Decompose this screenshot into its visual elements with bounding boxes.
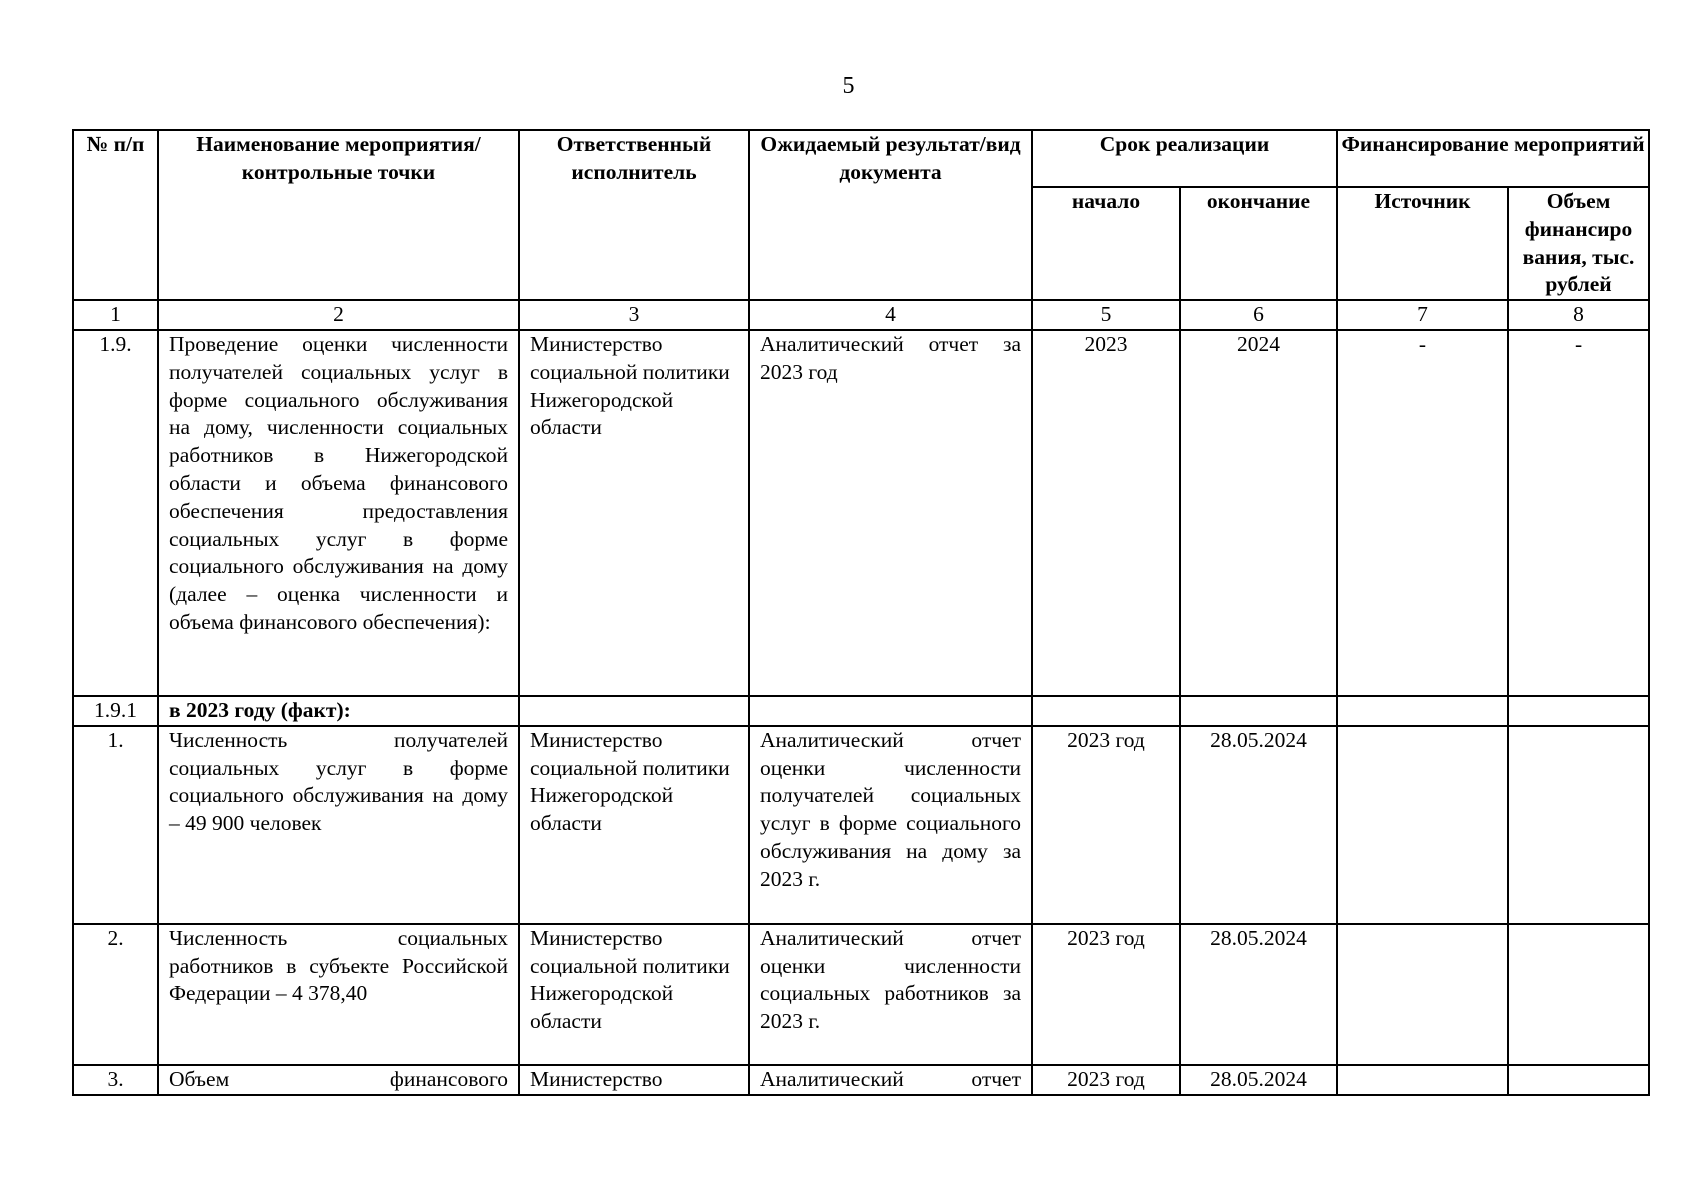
row-start: 2023 год (1032, 1065, 1180, 1095)
column-number-row (73, 300, 1649, 330)
table-row (73, 726, 1649, 924)
row-number: 2. (73, 924, 158, 1065)
column-number: 2 (158, 300, 519, 330)
row-result (749, 696, 1032, 726)
row-start: 2023 (1032, 330, 1180, 696)
header-source: Источник (1337, 187, 1508, 300)
row-result: Аналитический отчет за 2023 год (749, 330, 1032, 696)
row-start: 2023 год (1032, 924, 1180, 1065)
column-number: 1 (73, 300, 158, 330)
column-number: 5 (1032, 300, 1180, 330)
row-name: Численность получателей социальных услуг в форме социального обслуживания на дому – 49 900 человек (158, 726, 519, 924)
row-name: Численность социальных работников в субъекте Российской Федерации – 4 378,40 (158, 924, 519, 1065)
row-volume (1508, 924, 1649, 1065)
header-responsible: Ответственный исполнитель (519, 130, 749, 300)
column-number: 8 (1508, 300, 1649, 330)
row-name: Проведение оценки численности получателей социальных услуг в форме социального обслуживания на дому, численности социальных работников в Нижегородской области и объема финансового обеспечения предоставления социальных услуг в форме социального обслуживания на дому (далее – оценка численности и объема финансового обеспечения): (158, 330, 519, 696)
table-row (73, 330, 1649, 696)
header-name: Наименование мероприятия/ контрольные точки (158, 130, 519, 300)
row-end: 28.05.2024 (1180, 1065, 1337, 1095)
action-plan-table (72, 129, 1650, 1096)
column-number: 6 (1180, 300, 1337, 330)
row-end: 2024 (1180, 330, 1337, 696)
header-start: начало (1032, 187, 1180, 300)
row-number: 1.9.1 (73, 696, 158, 726)
row-start: 2023 год (1032, 726, 1180, 924)
row-end (1180, 696, 1337, 726)
header-end: окончание (1180, 187, 1337, 300)
row-start (1032, 696, 1180, 726)
row-volume (1508, 696, 1649, 726)
row-volume: - (1508, 330, 1649, 696)
table-row (73, 1065, 1649, 1095)
header-number: № п/п (73, 130, 158, 300)
table-row (73, 696, 1649, 726)
header-volume: Объем финансиро вания, тыс. рублей (1508, 187, 1649, 300)
row-result: Аналитический отчет оценки численности получателей социальных услуг в форме социального обслуживания на дому за 2023 г. (749, 726, 1032, 924)
row-volume (1508, 726, 1649, 924)
row-name: Объем финансового (158, 1065, 519, 1095)
page-number: 5 (842, 73, 855, 99)
column-number: 3 (519, 300, 749, 330)
row-responsible (519, 696, 749, 726)
row-volume (1508, 1065, 1649, 1095)
row-result: Аналитический отчет (749, 1065, 1032, 1095)
row-responsible: Министерство (519, 1065, 749, 1095)
row-number: 1. (73, 726, 158, 924)
row-responsible: Министерство социальной политики Нижегородской области (519, 726, 749, 924)
column-number: 7 (1337, 300, 1508, 330)
row-source (1337, 1065, 1508, 1095)
row-name: в 2023 году (факт): (158, 696, 519, 726)
row-end: 28.05.2024 (1180, 726, 1337, 924)
row-source (1337, 924, 1508, 1065)
row-source (1337, 696, 1508, 726)
header-finance: Финансирование мероприятий (1337, 130, 1649, 187)
row-result: Аналитический отчет оценки численности социальных работников за 2023 г. (749, 924, 1032, 1065)
row-number: 3. (73, 1065, 158, 1095)
header-period: Срок реализации (1032, 130, 1337, 187)
row-number: 1.9. (73, 330, 158, 696)
row-source: - (1337, 330, 1508, 696)
row-responsible: Министерство социальной политики Нижегородской области (519, 330, 749, 696)
row-end: 28.05.2024 (1180, 924, 1337, 1065)
row-source (1337, 726, 1508, 924)
row-responsible: Министерство социальной политики Нижегородской области (519, 924, 749, 1065)
header-result: Ожидаемый результат/вид документа (749, 130, 1032, 300)
table-row (73, 924, 1649, 1065)
column-number: 4 (749, 300, 1032, 330)
